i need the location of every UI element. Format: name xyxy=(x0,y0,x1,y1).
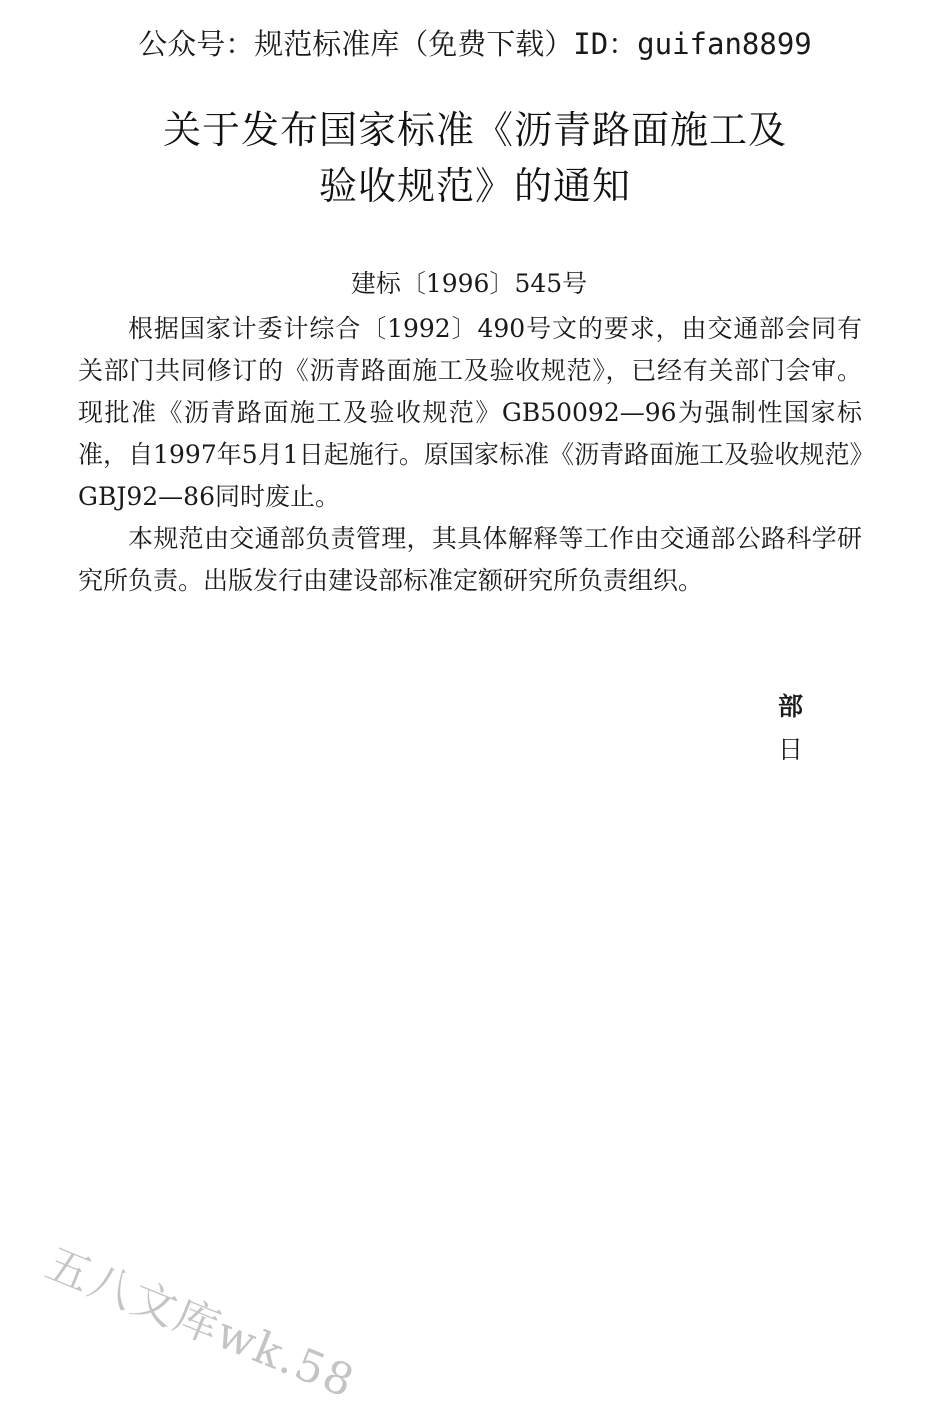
header-note: 公众号：规范标准库（免费下载）ID：guifan8899 xyxy=(138,27,812,61)
document-number: 建标〔1996〕545号 xyxy=(350,269,588,298)
document-title xyxy=(0,102,950,214)
title-line-1: 关于发布国家标准《沥青路面施工及 xyxy=(162,108,787,152)
signature-department: 部 xyxy=(778,692,804,721)
paragraph-1: 根据国家计委计综合〔1992〕490号文的要求，由交通部会同有关部门共同修订的《沥青路面施工及验收规范》，已经有关部门会审。现批准《沥青路面施工及验收规范》GB50092—96为强制性国家标准，自1997年5月1日起施行。原国家标准《沥青路面施工及验收规范》GBJ92—86同时废止。 xyxy=(78,314,862,511)
signature-date: 日 xyxy=(778,735,804,764)
paragraph-2: 本规范由交通部负责管理，其具体解释等工作由交通部公路科学研究所负责。出版发行由建设部标准定额研究所负责组织。 xyxy=(78,524,862,595)
watermark: 五八文库wk.58 xyxy=(38,1238,363,1409)
title-line-2: 验收规范》的通知 xyxy=(318,164,631,208)
body-text xyxy=(78,308,862,602)
